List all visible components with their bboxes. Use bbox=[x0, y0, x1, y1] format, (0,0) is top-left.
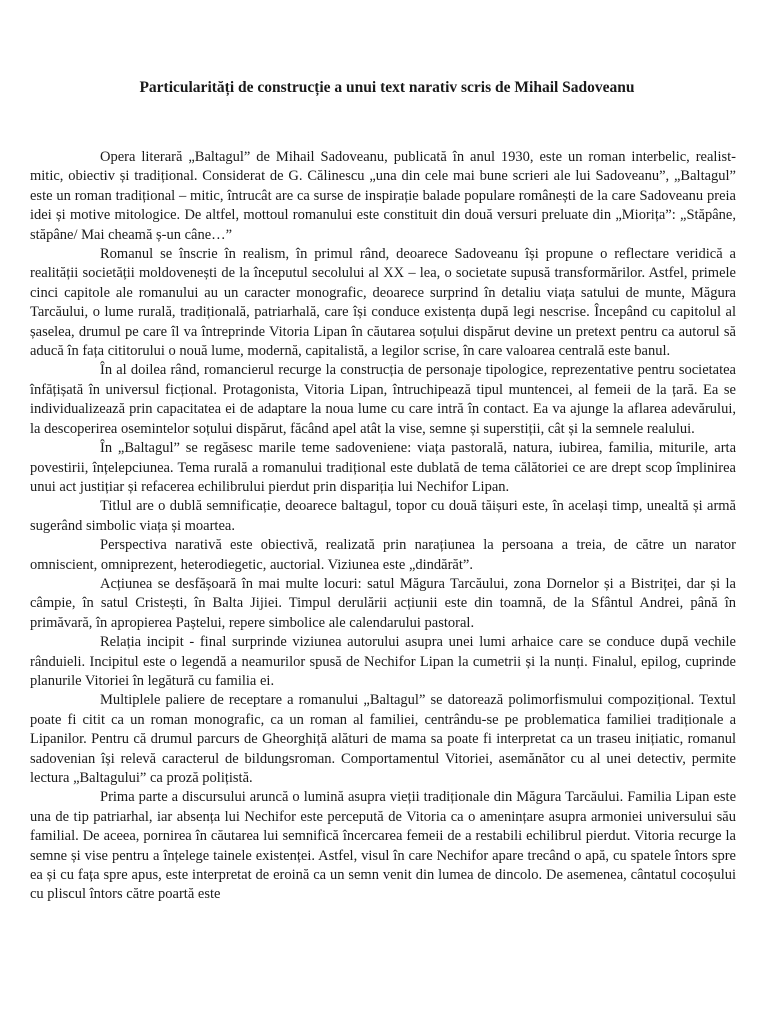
document-title: Particularități de construcție a unui text narativ scris de Mihail Sadoveanu bbox=[139, 79, 635, 96]
paragraph-4: În „Baltagul” se regăsesc marile teme sadoveniene: viața pastorală, natura, iubirea, familia, miturile, arta povestirii, înțelepciunea. Tema rurală a romanului tradițional este dublată de tema călătoriei ce are drept scop împlinirea unui act justițiar și refacerea echilibrului pierdut prin dispariția lui Nechifor Lipan. bbox=[30, 440, 736, 495]
paragraph-10: Prima parte a discursului aruncă o lumină asupra vieții tradiționale din Măgura Tarcăului. Familia Lipan este una de tip patriarhal, iar absența lui Nechifor este percepută de Vitoria ca o amenințare asupra armoniei universului său familial. De aceea, pornirea în căutarea lui semnifică încercarea femeii de a restabili echilibrul pierdut. Vitoria recurge la semne și vise pentru a înțelege tainele existenței. Astfel, visul în care Nechifor apare trecând o apă, cu spatele întors spre ea și cu fața spre apus, este interpretat de eroină ca un semn venit din lumea de dincolo. De asemenea, cântatul cocoșului cu pliscul întors către poartă este bbox=[30, 789, 736, 903]
paragraph-9: Multiplele paliere de receptare a romanului „Baltagul” se datorează polimorfismului compozițional. Textul poate fi citit ca un roman monografic, ca un roman al familiei, centrându-se pe problematica familiei tradiționale a Lipanilor. Pentru că drumul parcurs de Gheorghiță alături de mama sa poate fi interpretat ca un traseu inițiatic, romanul sadovenian își relevă caracterul de bildungsroman. Comportamentul Vitoriei, asemănător cu al unei detectiv, permite lectura „Baltagului” ca proză polițistă. bbox=[30, 692, 736, 786]
paragraph-3: În al doilea rând, romancierul recurge la construcția de personaje tipologice, reprezentative pentru societatea înfățișată în universul ficțional. Protagonista, Vitoria Lipan, întruchipează tipul muntencei, al femeii de la țară. Ea se individualizează prin capacitatea ei de adaptare la noua lume cu care intră în contact. Ea va ajunge la aflarea adevărului, la descoperirea osemintelor soțului dispărut, făcând apel atât la vise, semne și superstiții, cât și la semnele realului. bbox=[30, 362, 736, 437]
paragraph-6: Perspectiva narativă este obiectivă, realizată prin narațiunea la persoana a treia, de către un narator omniscient, omniprezent, heterodiegetic, auctorial. Viziunea este „dindărăt”. bbox=[30, 537, 736, 573]
paragraph-5: Titlul are o dublă semnificație, deoarece baltagul, topor cu două tăișuri este, în același timp, unealtă și armă sugerând simbolic viața și moartea. bbox=[30, 498, 736, 534]
paragraph-1: Opera literară „Baltagul” de Mihail Sadoveanu, publicată în anul 1930, este un roman interbelic, realist-mitic, obiectiv și tradițional. Considerat de G. Călinescu „una din cele mai bune scrieri ale lui Sadoveanu”, „Baltagul” este un roman tradițional – mitic, întrucât are ca surse de inspirație balade populare românești de la care Sadoveanu preia idei și motive mitologice. De altfel, mottoul romanului este constituit din două versuri preluate din „Miorița”: „Stăpâne, stăpâne/ Mai cheamă ș-un câne…” bbox=[30, 149, 736, 243]
document-body bbox=[30, 148, 736, 905]
paragraph-2: Romanul se înscrie în realism, în primul rând, deoarece Sadoveanu își propune o reflectare veridică a realității societății moldovenești de la începutul secolului al XX – lea, o societate supusă transformărilor. Astfel, primele cinci capitole ale romanului au un caracter monografic, deoarece surprind în detaliu viața satului de munte, Măgura Tarcăului, o lume rurală, tradițională, patriarhală, care își conduce existența după legi nescrise. Începând cu capitolul al șaselea, drumul pe care îl va întreprinde Vitoria Lipan în căutarea soțului dispărut devine un pretext pentru ca autorul să aducă în fața cititorului o nouă lume, modernă, capitalistă, a legilor scrise, în care valoarea centrală este banul. bbox=[30, 246, 736, 360]
paragraph-7: Acțiunea se desfășoară în mai multe locuri: satul Măgura Tarcăului, zona Dornelor și a Bistriței, dar și la câmpie, în satul Cristești, în Balta Jijiei. Timpul derulării acțiunii este din toamnă, de la Sfântul Andrei, până în primăvară, în apropierea Paștelui, repere simbolice ale calendarului pastoral. bbox=[30, 575, 736, 631]
paragraph-8: Relația incipit - final surprinde viziunea autorului asupra unei lumi arhaice care se conduce după vechile rânduieli. Incipitul este o legendă a neamurilor spusă de Nechifor Lipan la cumetrii și la nunți. Finalul, epilog, cuprinde planurile Vitoriei în legătură cu familia ei. bbox=[30, 634, 736, 689]
